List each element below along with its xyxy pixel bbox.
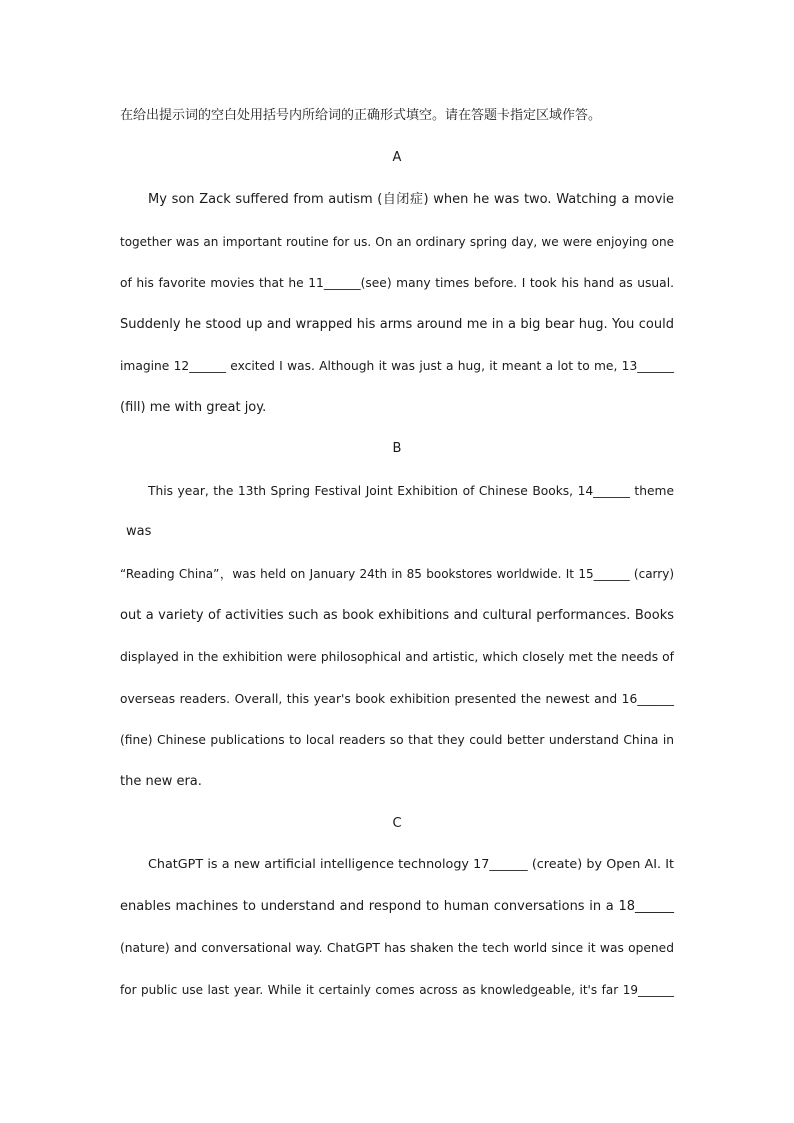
section-b-line-3: “Reading China”，was held on January 24th in 85 bookstores worldwide. It 15______ (carry): [120, 567, 674, 581]
section-a-line-2: together was an important routine for us. On an ordinary spring day, we were enjoying one: [120, 235, 674, 249]
section-b-line-5: displayed in the exhibition were philosophical and artistic, which closely met the needs of: [120, 650, 674, 664]
instruction-text: 在给出提示词的空白处用括号内所给词的正确形式填空。请在答题卡指定区域作答。: [120, 108, 602, 123]
section-b-line-8: the new era.: [120, 774, 202, 789]
section-a-line-4: Suddenly he stood up and wrapped his arms around me in a big bear hug. You could: [120, 317, 674, 332]
section-a-line-1: My son Zack suffered from autism (自闭症) when he was two. Watching a movie: [148, 192, 674, 207]
section-c-line-2: enables machines to understand and respond to human conversations in a 18______: [120, 899, 674, 914]
section-b-line-1: This year, the 13th Spring Festival Joint Exhibition of Chinese Books, 14______ theme: [148, 484, 674, 498]
section-c-line-4: for public use last year. While it certainly comes across as knowledgeable, it's far 19______: [120, 983, 674, 997]
section-b-line-4: out a variety of activities such as book exhibitions and cultural performances. Books: [120, 608, 674, 623]
section-a-line-3: of his favorite movies that he 11______(see) many times before. I took his hand as usual.: [120, 276, 674, 290]
section-c-line-3: (nature) and conversational way. ChatGPT has shaken the tech world since it was opened: [120, 941, 674, 955]
section-c-line-1: ChatGPT is a new artificial intelligence technology 17______ (create) by Open AI. It: [148, 857, 674, 872]
section-b-heading: B: [392, 441, 402, 456]
section-b-line-6: overseas readers. Overall, this year's book exhibition presented the newest and 16______: [120, 692, 674, 706]
section-a-line-6: (fill) me with great joy.: [120, 400, 267, 415]
section-b-line-7: (fine) Chinese publications to local readers so that they could better understand China in: [120, 733, 674, 747]
section-a-line-5: imagine 12______ excited I was. Although it was just a hug, it meant a lot to me, 13______: [120, 359, 674, 373]
section-c-heading: C: [392, 816, 402, 831]
section-b-line-2: was: [126, 524, 152, 539]
section-a-heading: A: [392, 150, 402, 165]
